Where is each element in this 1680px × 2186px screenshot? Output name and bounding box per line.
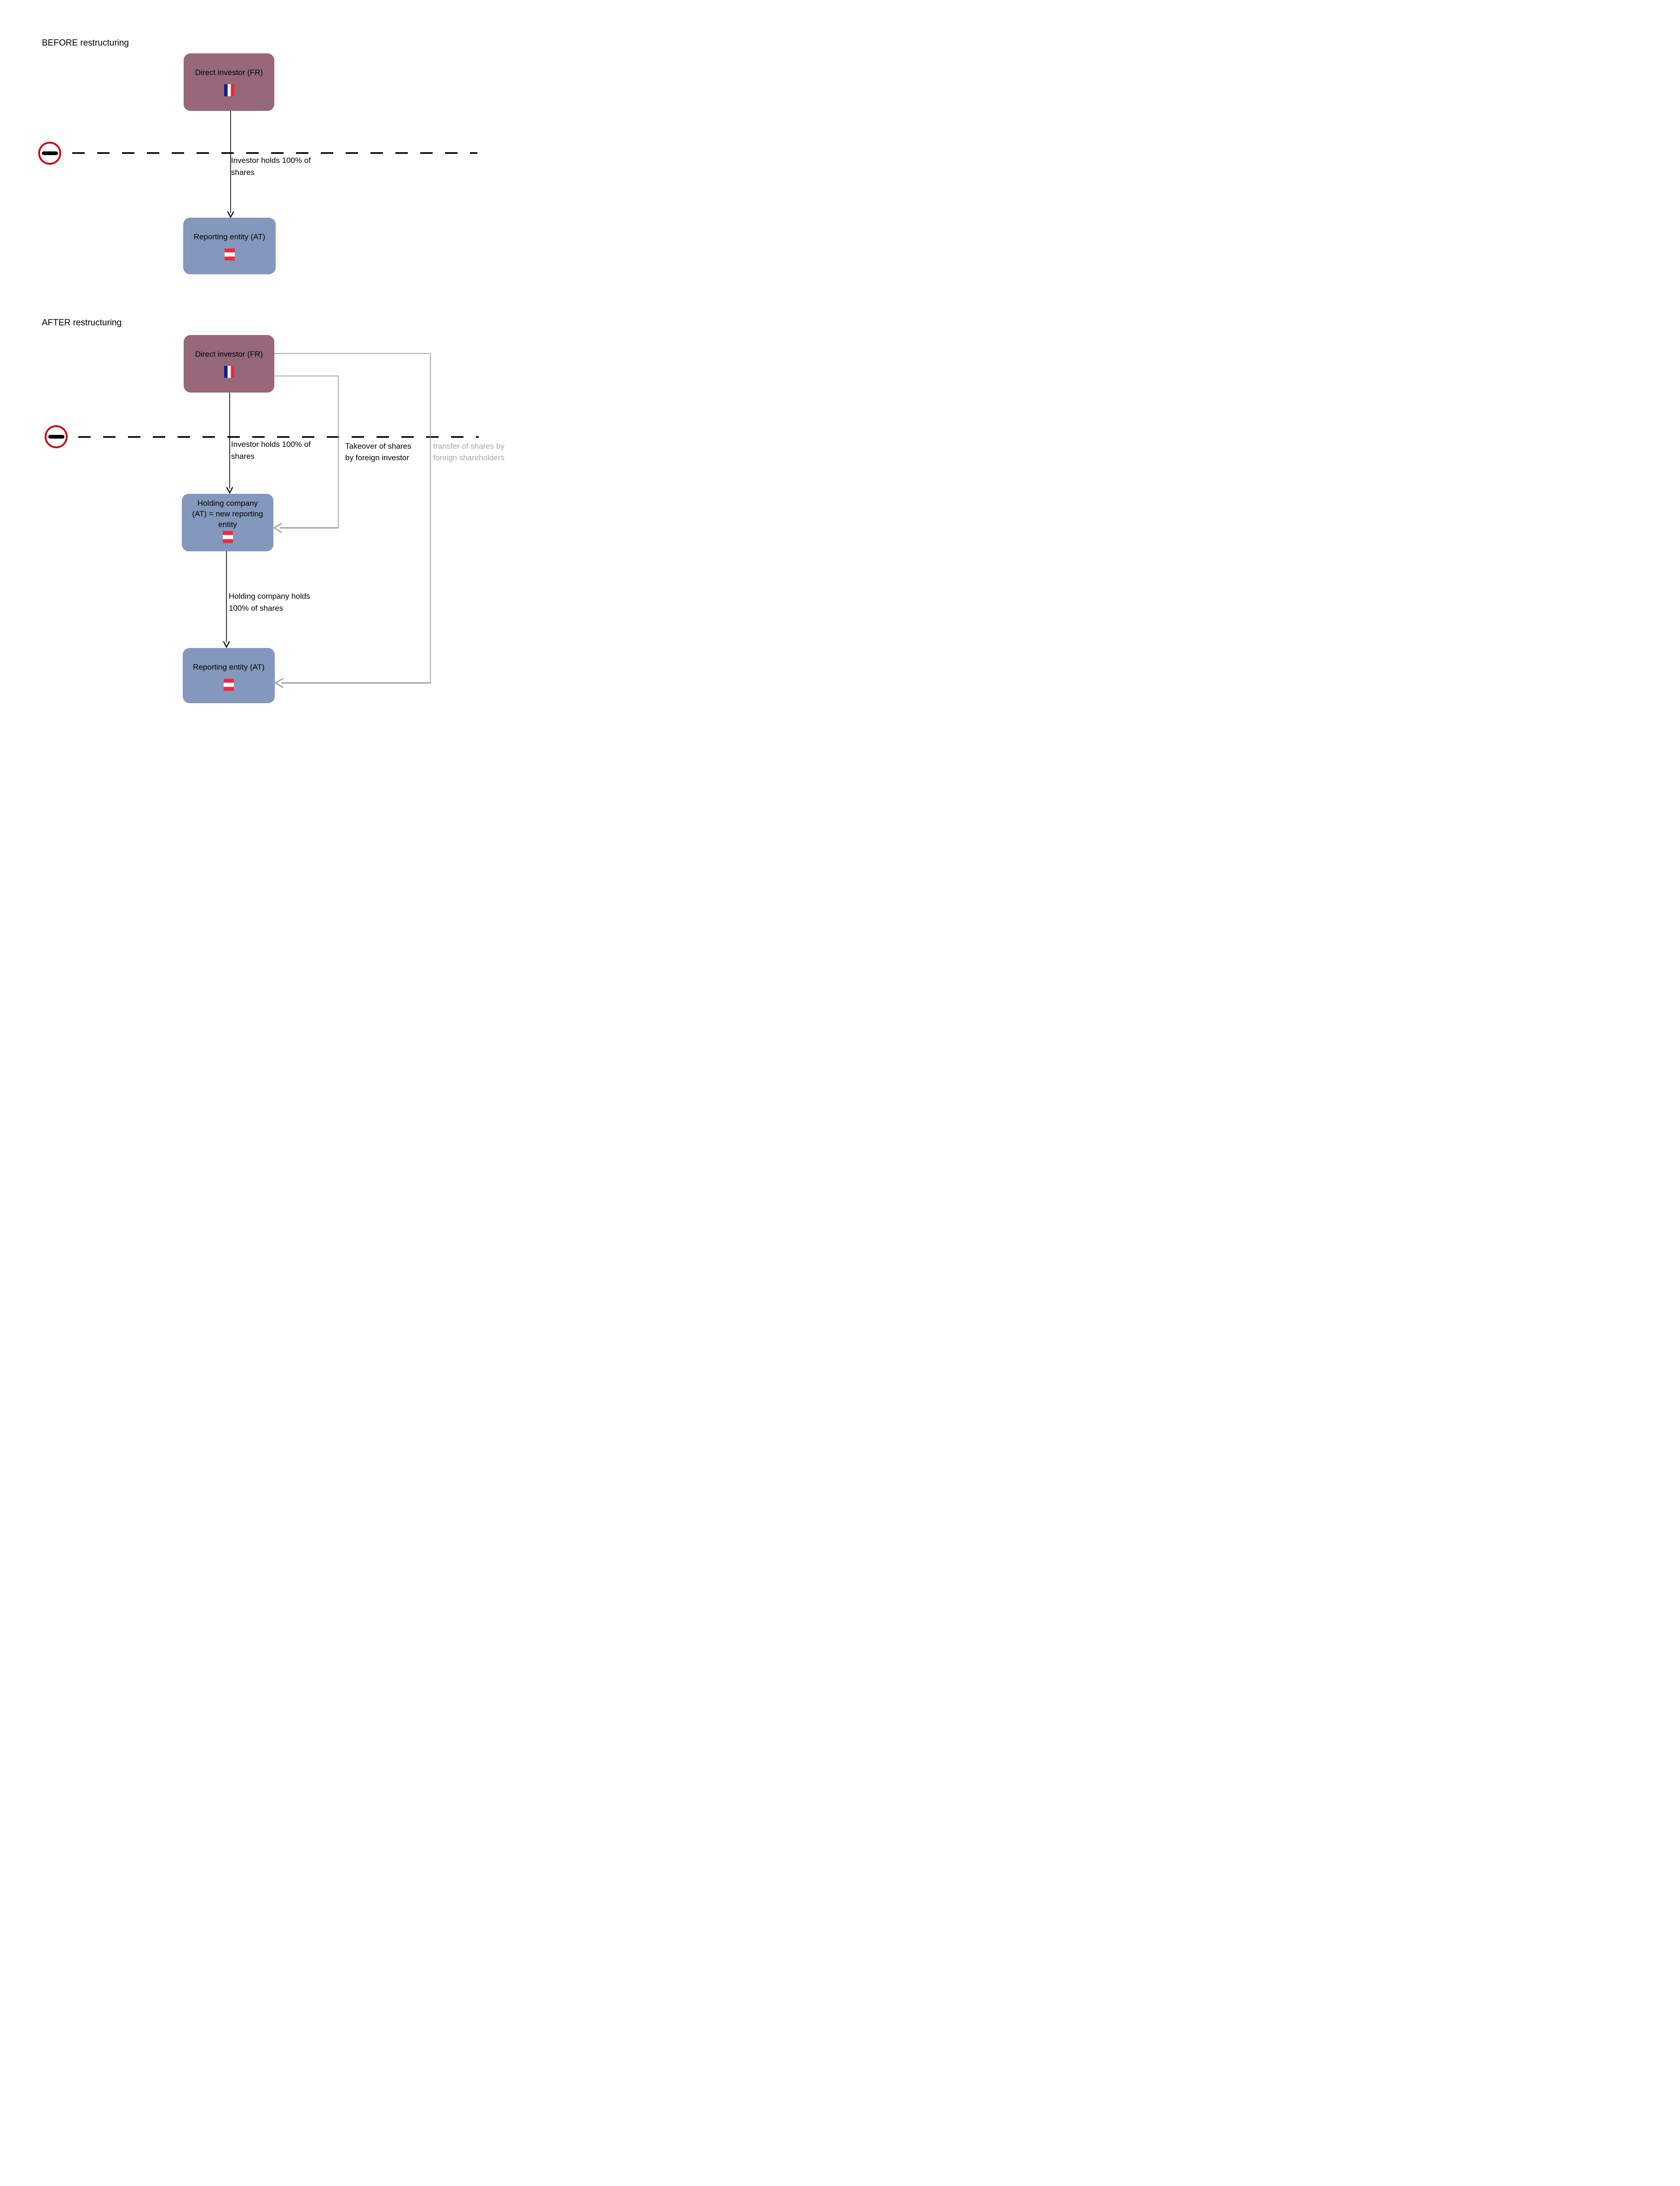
austria-flag-icon — [224, 679, 234, 691]
no-entry-bar — [42, 151, 58, 155]
reporting-entity-node-after — [183, 648, 275, 703]
no-entry-bar — [48, 435, 64, 439]
node-label: Holding company (AT) = new reporting entity — [192, 499, 263, 529]
investor-holds-label-after: Investor holds 100% of shares — [231, 440, 311, 461]
no-entry-icon — [45, 425, 68, 448]
before-section-title: BEFORE restructuring — [42, 38, 129, 48]
austria-flag-icon — [225, 249, 235, 260]
edge-transfer-of-shares — [274, 353, 431, 688]
france-flag-icon — [224, 366, 234, 378]
no-entry-icon — [38, 142, 61, 165]
reporting-entity-node-before — [183, 218, 276, 274]
holding-holds-label: Holding company holds 100% of shares — [229, 592, 310, 613]
node-label: Reporting entity (AT) — [193, 663, 265, 671]
node-label: Reporting entity (AT) — [193, 232, 266, 241]
diagram-canvas — [0, 0, 560, 729]
austria-flag-icon — [223, 531, 233, 543]
investor-holds-label-before: Investor holds 100% of shares — [231, 156, 311, 177]
node-label: Direct investor (FR) — [195, 68, 263, 77]
connector-overlay — [0, 0, 560, 729]
node-label: Direct investor (FR) — [195, 350, 263, 359]
transfer-of-shares-label: transfer of shares by foreign shareholders — [433, 442, 504, 462]
after-section-title: AFTER restructuring — [42, 318, 122, 328]
direct-investor-node-after — [184, 335, 274, 393]
direct-investor-node-before — [184, 53, 274, 111]
takeover-of-shares-label: Takeover of shares by foreign investor — [345, 442, 411, 462]
france-flag-icon — [224, 84, 234, 96]
holding-company-node — [182, 494, 273, 551]
